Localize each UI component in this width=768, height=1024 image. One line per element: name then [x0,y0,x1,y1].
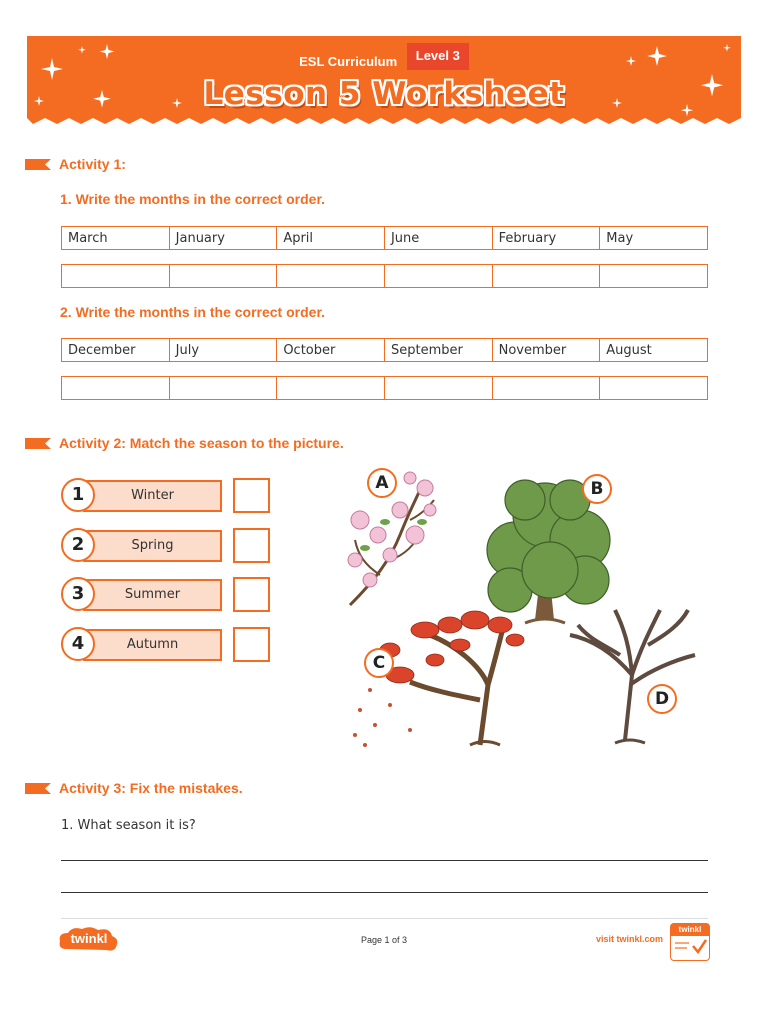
answer-cell[interactable] [169,377,277,400]
answer-box[interactable] [233,478,270,513]
writing-line[interactable] [61,860,708,861]
answer-box[interactable] [233,627,270,662]
season-row [61,627,221,661]
season-label: Winter [83,480,222,512]
activity1-question1: 1. Write the months in the correct order. [60,191,326,207]
answer-cell[interactable] [600,377,708,400]
flag-icon [25,438,51,449]
flag-icon [25,159,51,170]
activity3-question1: 1. What season it is? [61,818,196,833]
season-number: 1 [61,478,95,512]
activity2-heading-text: Activity 2: Match the season to the picture. [59,435,344,451]
month-cell: October [277,339,385,362]
month-cell: February [492,227,600,250]
activity2-heading [25,435,344,451]
header-banner [27,36,741,128]
page-number: Page 1 of 3 [360,935,408,945]
month-cell: November [492,339,600,362]
season-number: 4 [61,627,95,661]
activity1-question2: 2. Write the months in the correct order. [60,304,326,320]
writing-line[interactable] [61,892,708,893]
answer-box[interactable] [233,577,270,612]
curriculum-label [27,49,741,76]
months-table-1 [61,226,708,250]
answer-table-2 [61,376,708,400]
season-label: Autumn [83,629,222,661]
activity1-heading-text: Activity 1: [59,156,126,172]
picture-label-b: B [582,474,612,504]
answer-table-1 [61,264,708,288]
month-cell: March [62,227,170,250]
month-cell: December [62,339,170,362]
winter-tree-icon [570,610,695,743]
activity3-heading [25,780,243,796]
page-title: Lesson 5 Worksheet [203,76,565,112]
answer-cell[interactable] [277,265,385,288]
level-badge: Level 3 [407,43,469,70]
answer-cell[interactable] [600,265,708,288]
answer-cell[interactable] [384,377,492,400]
answer-cell[interactable] [169,265,277,288]
answer-cell[interactable] [62,265,170,288]
season-label: Spring [83,530,222,562]
answer-cell[interactable] [277,377,385,400]
season-number: 3 [61,577,95,611]
footer-divider [61,918,708,919]
answer-cell[interactable] [62,377,170,400]
season-row [61,577,221,611]
month-cell: August [600,339,708,362]
activity1-heading [25,156,126,172]
month-cell: June [384,227,492,250]
picture-label-c: C [364,648,394,678]
curriculum-name: ESL Curriculum [299,54,398,69]
badge-label: twinkl [671,924,709,936]
activity3-heading-text: Activity 3: Fix the mistakes. [59,780,243,796]
picture-label-a: A [367,468,397,498]
checkmark-icon [671,936,709,958]
month-cell: July [169,339,277,362]
quality-badge [670,923,710,961]
months-table-2 [61,338,708,362]
season-row [61,478,221,512]
season-tree-illustrations [330,460,710,760]
picture-label-d: D [647,684,677,714]
answer-cell[interactable] [384,265,492,288]
month-cell: April [277,227,385,250]
answer-cell[interactable] [492,377,600,400]
season-row [61,528,221,562]
answer-box[interactable] [233,528,270,563]
autumn-tree-icon [353,611,524,747]
answer-cell[interactable] [492,265,600,288]
month-cell: January [169,227,277,250]
season-number: 2 [61,528,95,562]
site-link[interactable]: visit twinkl.com [596,934,664,944]
month-cell: September [384,339,492,362]
logo-text: twinkl [70,931,108,946]
season-label: Summer [83,579,222,611]
flag-icon [25,783,51,794]
month-cell: May [600,227,708,250]
